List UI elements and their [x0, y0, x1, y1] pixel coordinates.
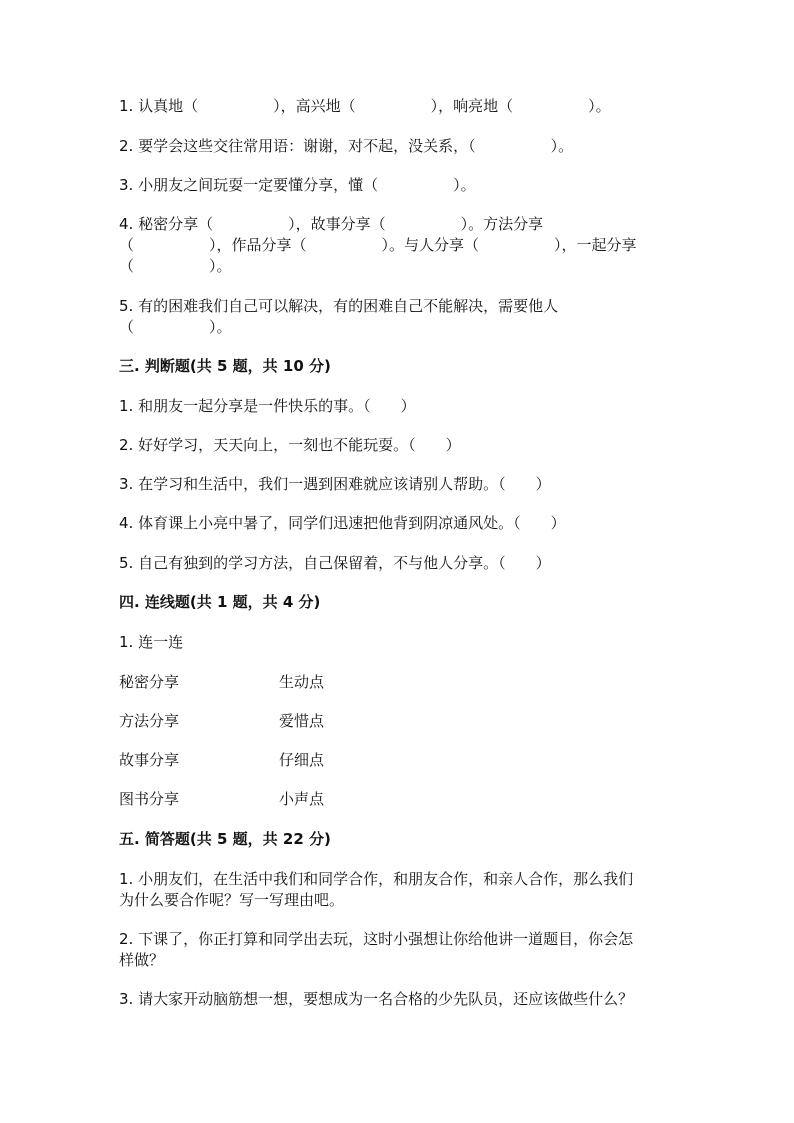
match-right-item: 生动点	[279, 673, 325, 691]
match-left-item: 图书分享	[119, 790, 180, 808]
short-question-1-line-1: 1. 小朋友们，在生活中我们和同学合作，和朋友合作，和亲人合作，那么我们	[119, 870, 634, 888]
match-left-item: 故事分享	[119, 751, 180, 769]
match-left-item: 秘密分享	[119, 673, 180, 691]
judge-question-2: 2. 好好学习，天天向上，一刻也不能玩耍。（ ）	[119, 436, 461, 454]
question-2: 2. 要学会这些交往常用语：谢谢，对不起，没关系，（ ）。	[119, 137, 574, 155]
match-right-item: 爱惜点	[279, 712, 325, 730]
judge-question-3: 3. 在学习和生活中，我们一遇到困难就应该请别人帮助。（ ）	[119, 475, 551, 493]
short-question-3: 3. 请大家开动脑筋想一想，要想成为一名合格的少先队员，还应该做些什么？	[119, 990, 634, 1008]
match-right-item: 仔细点	[279, 751, 325, 769]
section-heading: 三. 判断题(共 5 题，共 10 分)	[119, 357, 331, 375]
judge-question-1: 1. 和朋友一起分享是一件快乐的事。（ ）	[119, 397, 416, 415]
short-question-1-line-2: 为什么要合作呢？写一写理由吧。	[119, 891, 345, 909]
question-5-line-1: 5. 有的困难我们自己可以解决，有的困难自己不能解决，需要他人	[119, 297, 559, 315]
question-5-line-2: （ ）。	[119, 318, 232, 336]
judge-question-5: 5. 自己有独到的学习方法，自己保留着，不与他人分享。（ ）	[119, 554, 551, 572]
short-question-2-line-2: 样做？	[119, 951, 165, 969]
section-heading: 四. 连线题(共 1 题，共 4 分)	[119, 593, 321, 611]
question-4-line-2: （ ），作品分享（ ）。与人分享（ ），一起分享	[119, 236, 637, 254]
match-left-item: 方法分享	[119, 712, 180, 730]
short-question-2-line-1: 2. 下课了，你正打算和同学出去玩，这时小强想让你给他讲一道题目，你会怎	[119, 930, 634, 948]
judge-question-4: 4. 体育课上小亮中暑了，同学们迅速把他背到阴凉通风处。（ ）	[119, 514, 566, 532]
match-question-1: 1. 连一连	[119, 633, 184, 651]
question-4-line-3: （ ）。	[119, 257, 232, 275]
question-1: 1. 认真地（ ），高兴地（ ），响亮地（ ）。	[119, 97, 611, 115]
match-right-item: 小声点	[279, 790, 325, 808]
question-4-line-1: 4. 秘密分享（ ），故事分享（ ）。方法分享	[119, 215, 544, 233]
section-heading: 五. 简答题(共 5 题，共 22 分)	[119, 830, 331, 848]
question-3: 3. 小朋友之间玩耍一定要懂分享，懂（ ）。	[119, 176, 476, 194]
